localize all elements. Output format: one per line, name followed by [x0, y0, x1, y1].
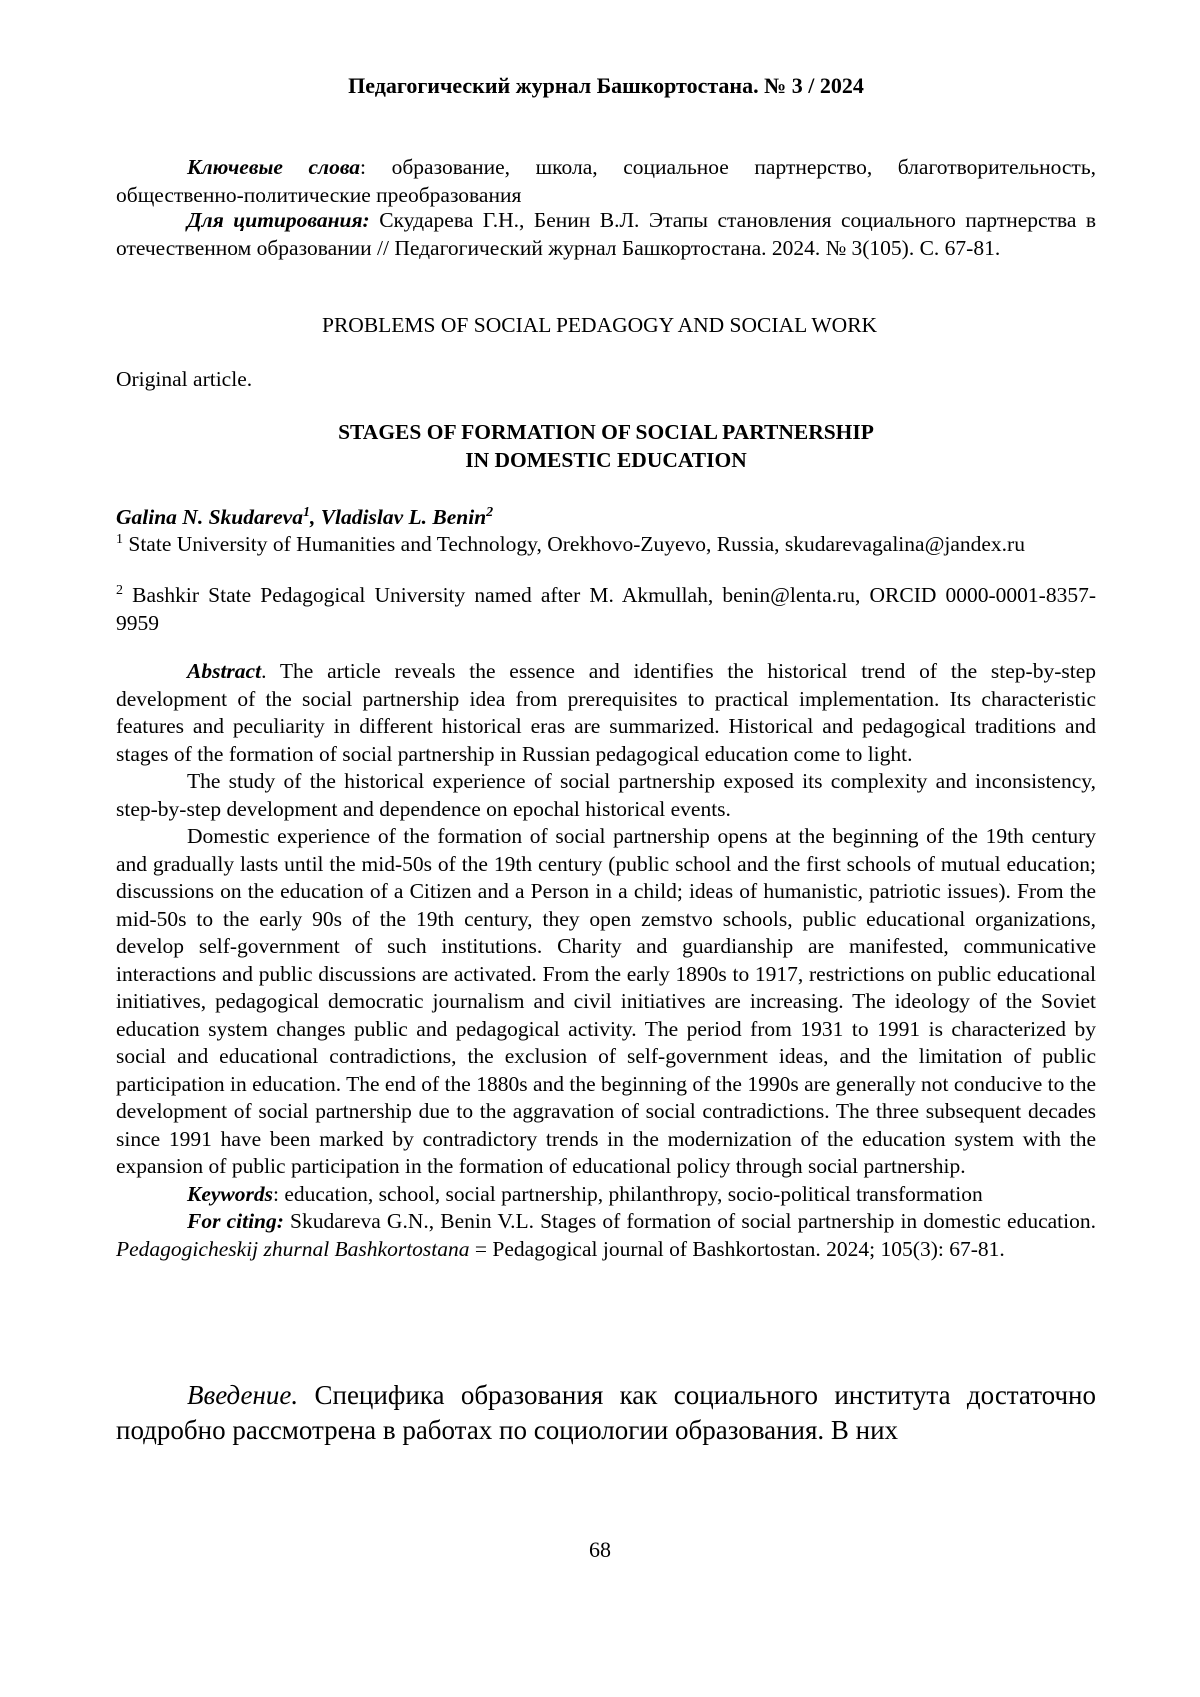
author-2-sup: 2 [486, 504, 494, 520]
author-2: Vladislav L. Benin [320, 505, 487, 529]
affiliation-1-text: State University of Humanities and Technology, Orekhovo-Zuyevo, Russia, skudarevagalina@jandex.ru [123, 532, 1025, 556]
page-number: 68 [589, 1537, 611, 1562]
keywords-en-text: : education, school, social partnership, philanthropy, socio-political transformation [273, 1181, 983, 1206]
abstract-paragraph-2: The study of the historical experience of social partnership exposed its complexity and inconsistency, step-by-step development and dependence on epochal historical events. [116, 769, 1096, 821]
author-separator: , [309, 505, 321, 529]
keywords-en [116, 1181, 1096, 1209]
affiliation-2-num: 2 [116, 582, 123, 598]
introduction-label: Введение. [187, 1380, 299, 1410]
abstract-label: Abstract [187, 659, 262, 683]
article-type: Original article. [116, 367, 253, 391]
abstract-paragraph-1 [116, 658, 1096, 768]
citation-en-label: For citing: [187, 1209, 284, 1233]
abstract-paragraph-3: Domestic experience of the formation of social partnership opens at the beginning of the 19th century and gradually lasts until the mid-50s of the 19th century (public school and the first schools of mutual education; discussions on the education of a Citizen and a Person in a child; ideas of humanistic, patriotic issues). From the mid-50s to the early 90s of the 19th century, they open zemstvo schools, public educational organizations, develop self-government of such institutions. Charity and guardianship are manifested, communicative interactions and public discussions are activated. From the early 1890s to 1917, restrictions on public educational initiatives, pedagogical democratic journalism and civil initiatives are increasing. The ideology of the Soviet education system changes public and pedagogical activity. The period from 1931 to 1991 is characterized by social and educational contradictions, the exclusion of self-government ideas, and the limitation of public participation in education. The end of the 1880s and the beginning of the 1990s are generally not conducive to the development of social partnership due to the aggravation of social contradictions. The three subsequent decades since 1991 have been marked by contradictory trends in the modernization of the education system with the expansion of public participation in the formation of educational policy through social partnership. [116, 824, 1096, 1178]
affiliation-2 [116, 582, 1096, 637]
author-1-sup: 1 [302, 504, 310, 520]
article-title [116, 419, 1096, 474]
ru-citation-text: Скударева Г.Н., Бенин В.Л. Этапы становления социального партнерства в отечественном образовании // Педагогический журнал Башкортостана. 2024. № 3(105). С. 67-81. [116, 208, 1097, 260]
journal-header: Педагогический журнал Башкортостана. № 3 / 2024 [348, 73, 864, 98]
introduction-text: Специфика образования как социального института достаточно подробно рассмотрена в работах по социологии образования. В них [116, 1380, 1096, 1445]
abstract-p1-text: . The article reveals the essence and identifies the historical trend of the step-by-step development of the social partnership idea from prerequisites to practical implementation. Its characteristic features and peculiarity in different historical eras are summarized. Historical and pedagogical traditions and stages of the formation of social partnership in Russian pedagogical education come to light. [116, 659, 1096, 766]
citation-en-text-1: Skudareva G.N., Benin V.L. Stages of formation of social partnership in domestic education. [283, 1209, 1096, 1233]
author-1: Galina N. Skudareva [116, 505, 303, 529]
authors [116, 504, 1096, 532]
keywords-en-label: Keywords [187, 1181, 273, 1206]
affiliation-1 [116, 531, 1096, 559]
affiliation-1-num: 1 [116, 531, 123, 547]
ru-keywords [116, 154, 1096, 209]
ru-citation-label: Для цитирования: [187, 208, 370, 232]
section-heading: PROBLEMS OF SOCIAL PEDAGOGY AND SOCIAL WORK [322, 313, 878, 337]
ru-keywords-text: : образование, школа, социальное партнерство, благотворительность, общественно-политические преобразования [116, 155, 1096, 207]
abstract [116, 658, 1096, 1263]
citation-en [116, 1208, 1096, 1263]
citation-en-text-2: = Pedagogical journal of Bashkortostan. 2024; 105(3): 67-81. [469, 1236, 1005, 1261]
title-line-2: IN DOMESTIC EDUCATION [465, 447, 747, 472]
ru-keywords-label: Ключевые слова [187, 155, 361, 179]
affiliation-2-text: Bashkir State Pedagogical University named after M. Akmullah, benin@lenta.ru, ORCID 0000-0001-8357-9959 [116, 583, 1096, 635]
title-line-1: STAGES OF FORMATION OF SOCIAL PARTNERSHIP [338, 420, 874, 444]
introduction-paragraph [116, 1378, 1096, 1448]
citation-en-journal: Pedagogicheskij zhurnal Bashkortostana [116, 1236, 470, 1261]
ru-citation [116, 207, 1096, 262]
